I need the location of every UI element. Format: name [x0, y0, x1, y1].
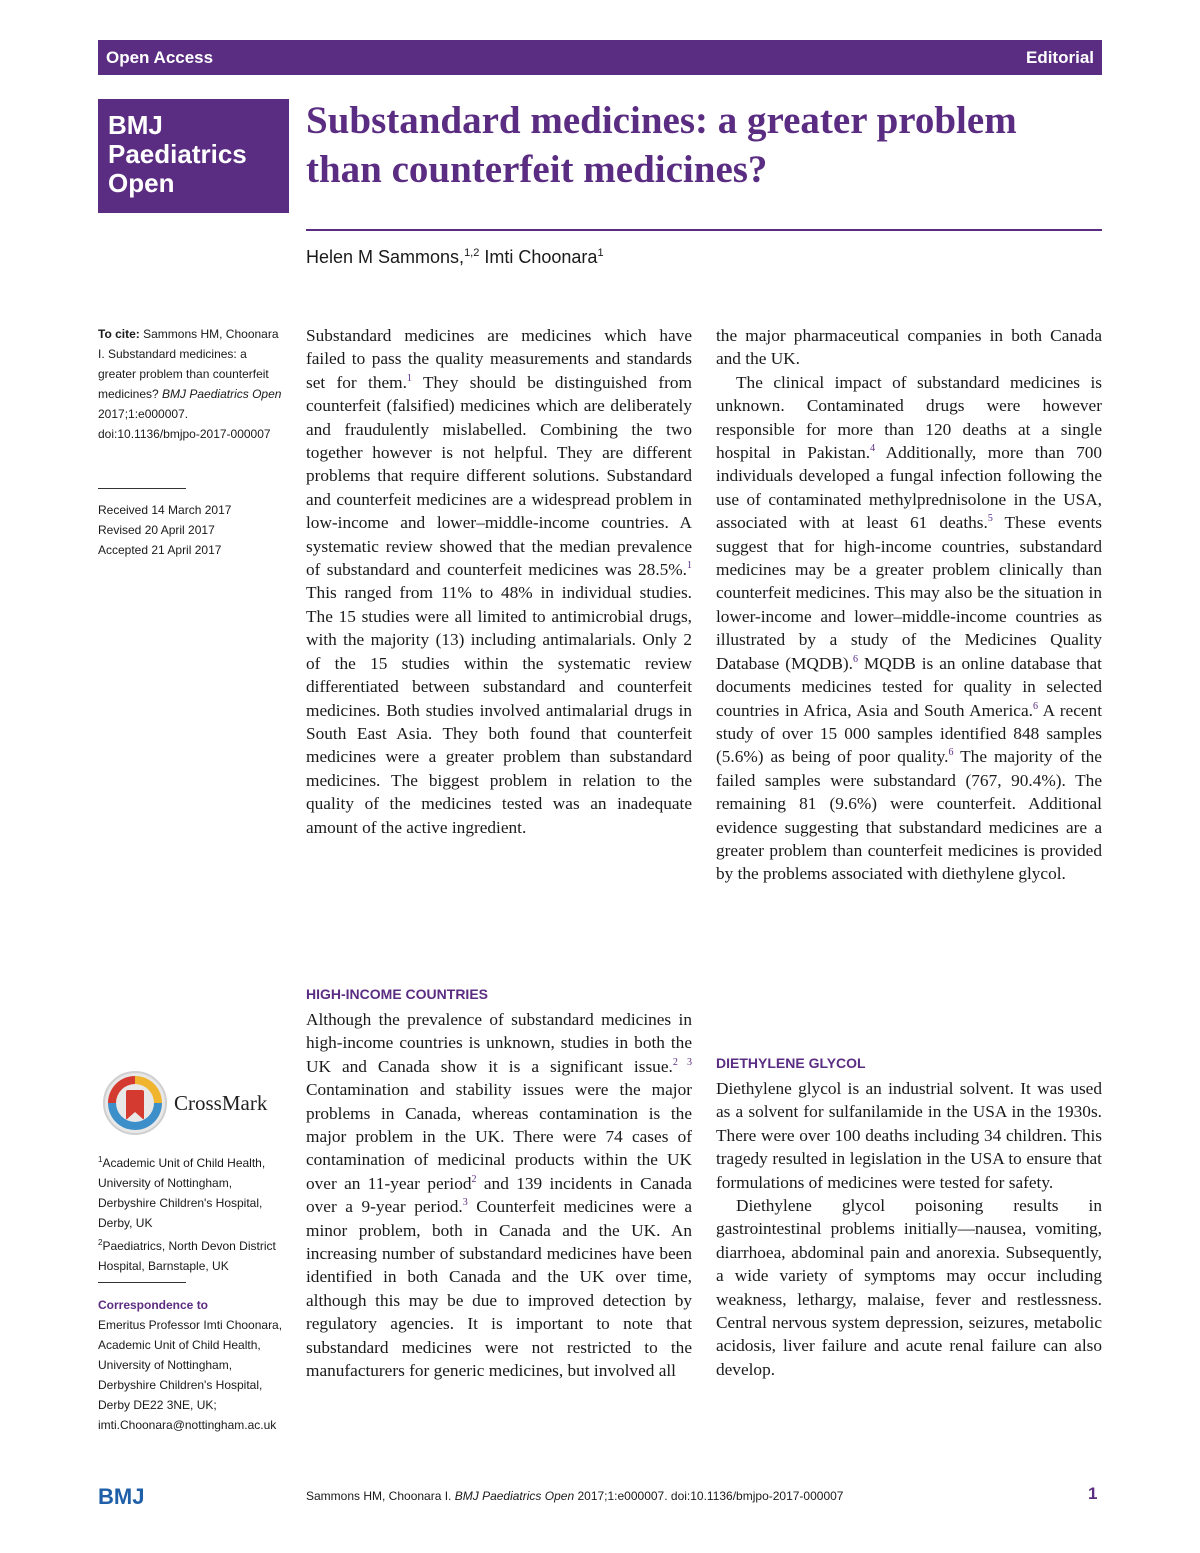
- reference-link[interactable]: 3: [462, 1197, 468, 1209]
- journal-logo: [98, 99, 289, 213]
- body-paragraph: Although the prevalence of substandard medicines in high-income countries is unknown, studies in both the UK and Canada show it is a significant issue.$^{2 3}$ Contamination and stability issues were the major problems in Canada, whereas contamination is the major problem in the UK. There were 74 cases of contamination of medicinal products within the UK over an 11-year period$^2$ and 139 incidents in Canada over a 9-year period.$^3$ Counterfeit medicines were a minor problem, both in Canada and the UK. An increasing number of substandard medicines have been identified in both Canada and the UK over time, although this may be due to improved detection by regulatory agencies. It is important to note that substandard medicines were not restricted to the manufacturers for generic medicines, but involved all: [306, 1010, 693, 1381]
- author-name: Helen M Sammons,: [306, 247, 465, 267]
- body-column-1-section: [306, 1008, 692, 1383]
- crossmark-badge[interactable]: [102, 1070, 292, 1136]
- crossmark-label: CrossMark: [174, 1090, 268, 1115]
- correspondence-block: [98, 1295, 288, 1435]
- sidebar-divider: [98, 1282, 186, 1283]
- reference-link[interactable]: 2 3: [672, 1057, 692, 1069]
- cite-block: [98, 324, 288, 444]
- sidebar-divider: [98, 488, 186, 489]
- reference-link[interactable]: 6: [1032, 700, 1038, 712]
- correspondence-text: Emeritus Professor Imti Choonara, Academic Unit of Child Health, University of Nottingham, Derbyshire Children's Hospital, Derby DE22 3NE, UK; imti.Choonara@nottingham.ac.uk: [98, 1318, 283, 1432]
- cite-label: To cite:: [98, 327, 140, 341]
- body-column-2-section: [716, 1077, 1102, 1381]
- footer-citation: Sammons HM, Choonara I. BMJ Paediatrics Open 2017;1:e000007. doi:10.1136/bmjpo-2017-000007: [306, 1489, 844, 1503]
- open-access-label: Open Access: [106, 47, 214, 67]
- accepted-date: Accepted 21 April 2017: [98, 543, 222, 557]
- cite-journal: BMJ Paediatrics Open: [162, 387, 282, 401]
- section-heading-high-income: HIGH-INCOME COUNTRIES: [306, 986, 488, 1002]
- journal-logo-line2: Paediatrics: [108, 139, 247, 169]
- body-paragraph-continued: the major pharmaceutical companies in both Canada and the UK.: [716, 326, 1102, 369]
- affiliation-number: 2: [98, 1238, 103, 1247]
- affiliation-number: 1: [98, 1155, 103, 1164]
- page-number: 1: [1088, 1484, 1098, 1503]
- article-title: Substandard medicines: a greater problem than counterfeit medicines?: [306, 99, 1017, 191]
- author-name: Imti Choonara: [484, 247, 598, 267]
- title-divider: [306, 229, 1102, 231]
- correspondence-label: Correspondence to: [98, 1298, 209, 1312]
- dates-block: [98, 500, 288, 560]
- reference-link[interactable]: 2: [471, 1174, 477, 1186]
- affiliation-text: Paediatrics, North Devon District Hospital, Barnstaple, UK: [98, 1239, 276, 1273]
- reference-link[interactable]: 1: [687, 560, 692, 572]
- reference-link[interactable]: 4: [870, 443, 876, 455]
- body-paragraph: Diethylene glycol poisoning results in gastrointestinal problems initially—nausea, vomiting, diarrhoea, abdominal pain and anorexia. Subsequently, a wide variety of symptoms may occur including weakness, lethargy, malaise, fever and restlessness. Central nervous system depression, seizures, metabolic acidosis, liver failure and acute renal failure can also develop.: [716, 1196, 1102, 1379]
- journal-logo-line3: Open: [108, 168, 175, 198]
- cite-ref: 2017;1:e000007. doi:10.1136/bmjpo-2017-000007: [98, 407, 271, 441]
- reference-link[interactable]: 5: [987, 513, 993, 525]
- article-type-label: Editorial: [1025, 47, 1094, 67]
- bmj-footer-logo: BMJ: [98, 1484, 145, 1509]
- reference-link[interactable]: 1: [406, 373, 412, 385]
- received-date: Received 14 March 2017: [98, 503, 232, 517]
- reference-link[interactable]: 6: [948, 747, 954, 759]
- section-heading-diethylene-glycol: DIETHYLENE GLYCOL: [716, 1055, 866, 1071]
- body-paragraph: Substandard medicines are medicines which have failed to pass the quality measurements and standards set for them.$^1$ They should be distinguished from counterfeit (falsified) medicines which are deliberately and fraudulently mislabelled. Combining the two together however is not helpful. They are different problems that require different solutions. Substandard and counterfeit medicines are a widespread problem in low-income and lower–middle-income countries. A systematic review showed that the median prevalence of substandard and counterfeit medicines was 28.5%.$^1$ This ranged from 11% to 48% in individual studies. The 15 studies were all limited to antimicrobial drugs, with the majority (13) including antimalarials. Only 2 of the 15 studies within the systematic review differentiated between substandard and counterfeit medicines. Both studies involved antimalarial drugs in South East Asia. They both found that counterfeit medicines were a greater problem than substandard medicines. The biggest problem in relation to the quality of the medicines tested was an inadequate amount of the active ingredient.: [306, 326, 692, 837]
- header-bar: [98, 40, 1102, 75]
- cite-text: Sammons HM, Choonara I. Substandard medicines: a greater problem than counterfeit medicines?: [98, 327, 279, 401]
- body-paragraph: Diethylene glycol is an industrial solvent. It was used as a solvent for sulfanilamide in the USA in the 1930s. There were over 100 deaths including 34 children. This tragedy resulted in legislation in the USA to ensure that formulations of medicines were tested for safety.: [716, 1079, 1102, 1192]
- body-column-1-intro: [306, 324, 692, 839]
- crossmark-icon: [102, 1070, 168, 1136]
- affiliation-text: Academic Unit of Child Health, University of Nottingham, Derbyshire Children's Hospital, Derby, UK: [98, 1156, 266, 1230]
- author-affiliation-ref: 1,2: [464, 247, 480, 259]
- reference-link[interactable]: 6: [852, 653, 858, 665]
- affiliations-block: [98, 1150, 288, 1276]
- body-column-2-top: [716, 324, 1102, 886]
- body-paragraph: The clinical impact of substandard medicines is unknown. Contaminated drugs were however responsible for more than 120 deaths at a single hospital in Pakistan.$^4$ Additionally, more than 700 individuals developed a fungal infection following the use of contaminated methylprednisolone in the USA, associated with at least 61 deaths.$^5$ These events suggest that for high-income countries, substandard medicines may be a greater problem clinically than counterfeit medicines. This may also be the situation in lower-income and lower–middle-income countries as illustrated by a study of the Medicines Quality Database (MQDB).$^6$ MQDB is an online database that documents medicines tested for quality in selected countries in Africa, Asia and South America.$^6$ A recent study of over 15 000 samples identified 848 samples (5.6%) as being of poor quality.$^6$ The majority of the failed samples were substandard (767, 90.4%). The remaining 81 (9.6%) were counterfeit. Additional evidence suggesting that substandard medicines are a greater problem than counterfeit medicines is provided by the problems associated with diethylene glycol.: [716, 372, 1102, 884]
- journal-logo-line1: BMJ: [108, 110, 163, 140]
- revised-date: Revised 20 April 2017: [98, 523, 215, 537]
- author-affiliation-ref: 1: [597, 247, 604, 259]
- author-list: [306, 247, 604, 268]
